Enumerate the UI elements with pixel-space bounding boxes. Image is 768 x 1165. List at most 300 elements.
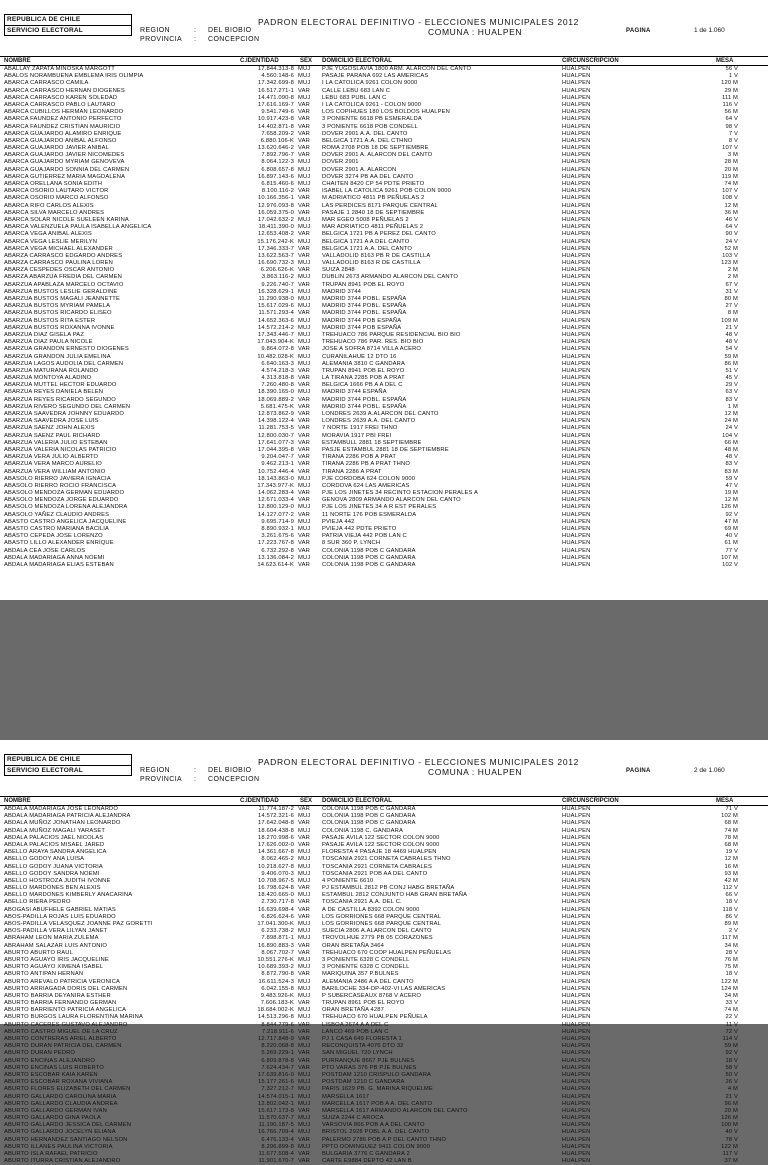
voter-mesa: 21 V — [725, 1093, 738, 1100]
voter-id: 16.639.698-4 — [258, 906, 294, 913]
page-header — [0, 14, 768, 66]
voter-mesa: 12 M — [724, 202, 738, 209]
table-row — [0, 828, 768, 835]
voter-mesa: 100 M — [721, 1122, 738, 1129]
table-row — [0, 253, 768, 260]
table-row — [0, 375, 768, 382]
voter-name: ABOS-PADILLA VERA LILYAN JANET — [4, 928, 108, 935]
voter-name: ABARCA OSORIO MARCO ALFONSO — [4, 195, 109, 202]
voter-name: ABARZA CARRASCO PAULINA LOREN — [4, 260, 113, 267]
voter-mesa: 83 M — [724, 468, 738, 475]
voter-sex: VAR — [298, 130, 310, 137]
table-row — [0, 1022, 768, 1029]
voter-sex: VAR — [298, 152, 310, 159]
table-row — [0, 195, 768, 202]
voter-mesa: 29 V — [725, 382, 738, 389]
voter-sex: MUJ — [298, 1079, 311, 1086]
voter-name: ABASTO CASTRO MARIANA BACILIA — [4, 526, 110, 532]
voter-sex: VAR — [298, 497, 310, 504]
table-row — [0, 66, 768, 73]
voter-circunscripcion: HUALPEN — [562, 231, 591, 238]
voter-address: LOS GORRIONES 668 PARQUE CENTRAL — [322, 921, 442, 927]
voter-circunscripcion: HUALPEN — [562, 224, 591, 231]
voter-name: ABURTO GALLARDO GINA PAOLA — [4, 1115, 102, 1122]
voter-sex: VAR — [298, 1064, 310, 1071]
voter-sex: VAR — [298, 1057, 310, 1064]
voter-address: RECONQUISTA 4076 DTO 32 — [322, 1043, 404, 1050]
voter-address: VALLADOLID 8163 R DE CASTILLA — [322, 260, 421, 267]
voter-mesa: 34 M — [724, 992, 738, 999]
voter-circunscripcion: HUALPEN — [562, 1050, 591, 1057]
voter-sex: MUJ — [298, 360, 311, 367]
voter-mesa: 12 M — [724, 856, 738, 863]
voter-id: 12.873.862-9 — [258, 411, 294, 417]
voter-sex: MUJ — [298, 389, 311, 396]
region-value: DEL BIOBIO — [208, 27, 252, 34]
organization-box — [4, 14, 132, 36]
voter-address: MARSELLA 1617 ARMANDO ALARCON DEL CANTO — [322, 1107, 468, 1114]
voter-sex: MUJ — [298, 66, 311, 72]
voter-mesa: 63 V — [725, 389, 738, 396]
voter-mesa: 117 V — [722, 1151, 738, 1157]
table-row — [0, 1137, 768, 1144]
voter-address: POSTDAM 1210 CRISPULO GANDARA — [322, 1071, 432, 1078]
voter-id: 10.218.627-8 — [258, 863, 294, 870]
voter-name: ABASTO CEPEDA JOSE LORENZO — [4, 533, 103, 540]
voter-address: DUBLIN 2673 ARMANDO ALARCON DEL CANTO — [322, 274, 459, 281]
voter-sex: MUJ — [298, 94, 311, 101]
voter-name: ABASOLO MENDOZA GERMAN EDUARDO — [4, 490, 125, 497]
voter-id: 8.296.899-8 — [261, 1143, 294, 1150]
voter-circunscripcion: HUALPEN — [562, 971, 591, 978]
voter-sex: MUJ — [298, 877, 311, 884]
voter-sex: VAR — [298, 439, 310, 446]
voter-id: 12.653.408-2 — [258, 231, 294, 238]
voter-name: ABASOLO MENDOZA JORGE EDUARDO — [4, 497, 119, 504]
voter-sex: VAR — [298, 1021, 310, 1028]
voter-name: ABARCA CARRASCO HERNAN DIOGENES — [4, 87, 125, 94]
voter-address: LONDRES 2639 A.ALARCON DEL CANTO — [322, 411, 439, 417]
voter-mesa: 80 M — [724, 296, 738, 302]
voter-name: ABARCA OSORIO LAUTARO VICTOR — [4, 188, 109, 195]
voter-name: ABURTO ENCINAS LUIS ROBERTO — [4, 1064, 104, 1071]
voter-address: TREHUACO 786 PARQUE RESIDENCIAL BIO BIO — [322, 331, 461, 338]
voter-circunscripcion: HUALPEN — [562, 303, 591, 310]
voter-sex: MUJ — [298, 216, 311, 223]
voter-address: TROVOLHUE 2779 PB 05 CORAZONES — [322, 935, 433, 942]
voter-circunscripcion: HUALPEN — [562, 446, 591, 453]
voter-mesa: 74 M — [724, 1007, 738, 1014]
voter-mesa: 46 V — [725, 216, 738, 223]
table-row — [0, 476, 768, 483]
voter-mesa: 18 V — [725, 1057, 738, 1064]
voter-id: 3.863.116-2 — [261, 274, 294, 281]
voter-circunscripcion: HUALPEN — [562, 899, 591, 906]
voter-address: MARCELLA 1617 POB A A. DEL CANTO — [322, 1100, 433, 1107]
voter-address: COLONIA 1198 POB C GANDARA — [322, 547, 416, 554]
voter-mesa: 89 M — [724, 921, 738, 927]
voter-name: ABURTO BARRIA FERNANDO GERMAN — [4, 1000, 117, 1007]
voter-circunscripcion: HUALPEN — [562, 375, 591, 382]
voter-address: MADRID 3744 — [322, 288, 362, 295]
voter-sex: VAR — [298, 899, 310, 906]
voter-mesa: 12 M — [724, 411, 738, 417]
voter-circunscripcion: HUALPEN — [562, 1000, 591, 1007]
table-row — [0, 389, 768, 396]
voter-address: PVIEJA 442 — [322, 518, 355, 525]
voter-id: 16.611.524-3 — [258, 978, 294, 985]
voter-id: 6.815.460-6 — [261, 181, 294, 187]
voter-circunscripcion: HUALPEN — [562, 209, 591, 216]
voter-name: ABARZUA VERA WILLIAM ANTONIO — [4, 468, 106, 475]
voter-circunscripcion: HUALPEN — [562, 1158, 591, 1165]
voter-circunscripcion: HUALPEN — [562, 260, 591, 267]
table-row — [0, 957, 768, 964]
voter-circunscripcion: HUALPEN — [562, 367, 591, 374]
voter-sex: VAR — [298, 834, 310, 841]
table-row — [0, 878, 768, 885]
voter-circunscripcion: HUALPEN — [562, 238, 591, 245]
voter-circunscripcion: HUALPEN — [562, 331, 591, 338]
voter-sex: MUJ — [298, 238, 311, 245]
voter-address: CHAITEN 8420 CP 54 PDTE PRIETO — [322, 181, 425, 187]
voter-mesa: 122 M — [721, 1143, 738, 1150]
voter-circunscripcion: HUALPEN — [562, 806, 591, 812]
voter-name: ABARZUA SAENZ PAUL RICHARD — [4, 432, 101, 439]
voter-circunscripcion: HUALPEN — [562, 216, 591, 223]
voter-circunscripcion: HUALPEN — [562, 245, 591, 252]
voter-mesa: 50 V — [725, 1071, 738, 1078]
voter-mesa: 66 V — [725, 892, 738, 899]
voter-sex: VAR — [298, 123, 310, 130]
voter-sex: MUJ — [298, 1007, 311, 1014]
voter-sex: VAR — [298, 432, 310, 439]
voter-sex: VAR — [298, 403, 310, 410]
voter-mesa: 119 M — [721, 173, 738, 180]
table-row — [0, 267, 768, 274]
voter-name: ABURTO ENCINAS ALEJANDRO — [4, 1057, 96, 1064]
voter-circunscripcion: HUALPEN — [562, 849, 591, 856]
voter-circunscripcion: HUALPEN — [562, 870, 591, 877]
voter-circunscripcion: HUALPEN — [562, 66, 591, 72]
voter-address: TRUPAN 8961 POB EL ROYO — [322, 1000, 405, 1007]
voter-circunscripcion: HUALPEN — [562, 526, 591, 532]
voter-sex: VAR — [298, 209, 310, 216]
provincia-label: PROVINCIA — [140, 36, 183, 43]
voter-address: TOSCANIA 2921 A.A. DEL C. — [322, 899, 402, 906]
voter-mesa: 86 V — [725, 913, 738, 920]
country-label: REPUBLICA DE CHILE — [7, 756, 81, 763]
table-row — [0, 1050, 768, 1057]
voter-mesa: 19 V — [725, 849, 738, 856]
voter-address: MADRID 3744 POB ESPAÑA — [322, 317, 402, 324]
voter-address: TOSCANIA 2921 CORNETA CABRALES — [322, 863, 432, 870]
organization-box — [4, 754, 132, 776]
voter-address: MADRID 3744 POBL. ESPAÑA — [322, 396, 407, 403]
table-row — [0, 806, 768, 813]
voter-sex: MUJ — [298, 849, 311, 856]
voter-name: ABURTO GALLARDO CLAUDIA ANDREA — [4, 1100, 118, 1107]
voter-mesa: 42 M — [724, 877, 738, 884]
voter-mesa: 107 V — [722, 188, 738, 195]
voter-sex: VAR — [298, 446, 310, 453]
voter-sex: MUJ — [298, 475, 311, 482]
voter-name: ABARCA VEGA ANIBAL ALEXIS — [4, 231, 92, 238]
agency-label: SERVICIO ELECTORAL — [5, 25, 131, 35]
voter-circunscripcion: HUALPEN — [562, 418, 591, 425]
voter-mesa: 74 M — [724, 181, 738, 187]
voter-sex: VAR — [298, 1158, 310, 1165]
voter-circunscripcion: HUALPEN — [562, 152, 591, 159]
voter-name: ABURTO AREVALO PATRICIA VERONICA — [4, 978, 121, 985]
voter-id: 15.176.242-K — [257, 238, 294, 245]
voter-circunscripcion: HUALPEN — [562, 439, 591, 446]
page-number: 1 de 1.060 — [694, 27, 725, 34]
voter-mesa: 34 M — [724, 942, 738, 949]
voter-name: ABARZUA GRANDON JULIA EMELINA — [4, 353, 111, 360]
table-row — [0, 231, 768, 238]
voter-mesa: 48 V — [725, 454, 738, 461]
provincia-line: PROVINCIA : CONCEPCION — [140, 36, 260, 43]
voter-mesa: 36 M — [724, 209, 738, 216]
voter-name: ABDALA CEA JOSE CARLOS — [4, 547, 86, 554]
voter-id: 8.844.779-6 — [261, 1021, 294, 1028]
voter-name: ABARCA GUTIERREZ MARIA MAGDALENA — [4, 173, 126, 180]
column-header-mesa: MESA — [716, 798, 734, 804]
voter-sex: VAR — [298, 547, 310, 554]
voter-address: PALERMO 2786 POB A P DEL CANTO THNO — [322, 1136, 447, 1143]
voter-circunscripcion: HUALPEN — [562, 906, 591, 913]
voter-address: TOSCANIA 2921 CORNETA CABRALES THNO — [322, 856, 451, 863]
voter-circunscripcion: HUALPEN — [562, 353, 591, 360]
voter-name: ABURTO ITURRA CRISTIAN ALEJANDRO — [4, 1158, 121, 1165]
table-row — [0, 964, 768, 971]
voter-mesa: 2 V — [728, 928, 738, 935]
voter-address: TIRANA 2286 A PRAT — [322, 468, 382, 475]
column-header-cidentidad: C.IDENTIDAD — [240, 58, 279, 64]
voter-address: LONDRES 2639 A.A. DEL CANTO — [322, 418, 416, 425]
table-row — [0, 1144, 768, 1151]
voter-sex: MUJ — [298, 1115, 311, 1122]
voter-name: ABARZA CESPEDES OSCAR ANTONIO — [4, 267, 115, 274]
voter-mesa: 76 M — [724, 956, 738, 963]
voter-name: ABURTO HERNANDEZ SANTIAGO NELSON — [4, 1136, 128, 1143]
voter-name: ABARZUA BUSTOS MAGALI JEANNETTE — [4, 296, 120, 302]
voter-mesa: 64 V — [725, 224, 738, 231]
region-line: REGION : DEL BIOBIO — [140, 767, 252, 774]
table-row — [0, 497, 768, 504]
voter-circunscripcion: HUALPEN — [562, 101, 591, 108]
voter-id: 14.623.614-K — [257, 561, 294, 568]
voter-circunscripcion: HUALPEN — [562, 490, 591, 497]
voter-address: ESTAMBULL 2881 18 SEPTIEMBRE — [322, 439, 422, 446]
region-value: DEL BIOBIO — [208, 767, 252, 774]
voter-circunscripcion: HUALPEN — [562, 130, 591, 137]
voter-circunscripcion: HUALPEN — [562, 935, 591, 942]
voter-mesa: 28 M — [724, 159, 738, 166]
table-row — [0, 1079, 768, 1086]
voter-sex: VAR — [298, 367, 310, 374]
voter-name: ABARCA CARRASCO PABLO LAUTARO — [4, 101, 116, 108]
voter-circunscripcion: HUALPEN — [562, 461, 591, 468]
voter-circunscripcion: HUALPEN — [562, 1115, 591, 1122]
voter-address: PASAJE 1 2840 18 DE SEPTIEMBRE — [322, 209, 425, 216]
voter-mesa: 111 M — [721, 94, 738, 101]
voter-address: COLONIA 1198 POB C GANDARA — [322, 561, 416, 568]
table-row — [0, 131, 768, 138]
voter-id: 15.617.029-6 — [258, 303, 294, 310]
voter-name: ABARCA VEGA LESLIE MERILYN — [4, 238, 98, 245]
voter-name: ABARCA FAUNDEZ ANTONIO PERFECTO — [4, 116, 122, 123]
voter-address: MORAVIA 1917 PBI FREI — [322, 432, 392, 439]
voter-address: PARIS 1629 PB. G. MARINA RIQUELME — [322, 1086, 433, 1093]
voter-mesa: 2 M — [727, 274, 738, 281]
voter-name: ABELLO RIERA PEDRO — [4, 899, 71, 906]
voter-name: ABARZUA BUSTOS LESLIE GERALDINE — [4, 288, 118, 295]
voter-address: TIRANA 2286 POB A PRAT — [322, 454, 397, 461]
table-row — [0, 526, 768, 533]
voter-mesa: 54 V — [725, 346, 738, 353]
voter-mesa: 126 M — [721, 504, 738, 511]
voter-id: 17.844.313-8 — [258, 66, 294, 72]
voter-name: ABELLO ARAYA SANDRA ANGELICA — [4, 849, 107, 856]
voter-sex: MUJ — [298, 526, 311, 532]
voter-sex: MUJ — [298, 224, 311, 231]
voter-name: ABARZUA SAENZ JOHN ALEXIS — [4, 425, 95, 432]
table-row — [0, 899, 768, 906]
voter-circunscripcion: HUALPEN — [562, 504, 591, 511]
voter-id: 18.604.438-8 — [258, 827, 294, 834]
voter-mesa: 29 M — [724, 87, 738, 94]
voter-address: 3 PONIENTE 6328 C CONDELL — [322, 956, 410, 963]
table-row — [0, 950, 768, 957]
voter-circunscripcion: HUALPEN — [562, 1057, 591, 1064]
voter-mesa: 107 M — [721, 554, 738, 561]
voter-circunscripcion: HUALPEN — [562, 956, 591, 963]
voter-name: ABURTO ILLANES PAULINA VICTORIA — [4, 1143, 113, 1150]
voter-sex: MUJ — [298, 1122, 311, 1129]
voter-address: CURANILAHUE 12 DTO 16 — [322, 353, 397, 360]
voter-id: 8.064.122-3 — [261, 159, 294, 166]
voter-name: ABURTO GALLARDO GERMAN IVAN — [4, 1107, 107, 1114]
voter-circunscripcion: HUALPEN — [562, 1021, 591, 1028]
voter-id: 17.626.002-0 — [258, 841, 294, 848]
voter-name: ABURTO ISLA RAFAEL PATRICIO — [4, 1151, 98, 1157]
voter-mesa: 77 V — [725, 547, 738, 554]
voter-name: ABDALA MADARIAGA ANNA NOEMI — [4, 554, 105, 561]
voter-sex: VAR — [298, 418, 310, 425]
voter-id: 16.328.629-1 — [258, 288, 294, 295]
table-row — [0, 562, 768, 569]
voter-name: ABARZUA DIAZ PAULA NICOLE — [4, 339, 93, 346]
table-row — [0, 152, 768, 159]
voter-circunscripcion: HUALPEN — [562, 813, 591, 820]
voter-id: 17.043.904-K — [257, 339, 294, 346]
voter-address: ESTAMBUL 2812 CONJUNTO HAB GRAN BRETAÑA — [322, 892, 468, 899]
voter-circunscripcion: HUALPEN — [562, 892, 591, 899]
voter-circunscripcion: HUALPEN — [562, 296, 591, 302]
voter-sex: MUJ — [298, 173, 311, 180]
provincia-label: PROVINCIA — [140, 776, 183, 783]
voter-name: ABURTO FLORES ELIZABETH DEL CARMEN — [4, 1086, 131, 1093]
voter-name: ABARZUA DIAZ GISELA PAZ — [4, 331, 85, 338]
voter-mesa: 12 M — [724, 497, 738, 504]
voter-address: DOVER 2901 A. ALARCON DEL CANTO — [322, 152, 433, 159]
voter-address: BARILOCHE 334-DP-402-VI LAS AMERICAS — [322, 985, 446, 992]
region-label: REGION — [140, 27, 171, 34]
voter-sex: MUJ — [298, 80, 311, 87]
voter-address: 3 PONIENTE 6618 PB ESMERALDA — [322, 116, 422, 123]
voter-circunscripcion: HUALPEN — [562, 533, 591, 540]
voter-sex: VAR — [298, 116, 310, 123]
voter-name: ABARCA GUAJARDO JAVIER ANIBAL — [4, 145, 110, 152]
voter-sex: VAR — [298, 382, 310, 389]
voter-id: 17.642.048-8 — [258, 820, 294, 827]
table-row — [0, 124, 768, 131]
voter-table — [0, 66, 768, 569]
voter-name: ABURTO BURGOS LAURA FLORENTINA MARINA — [4, 1014, 144, 1021]
voter-id: 4.313.818-8 — [261, 375, 294, 382]
table-row — [0, 504, 768, 511]
voter-circunscripcion: HUALPEN — [562, 1043, 591, 1050]
voter-address: ORAN BRETAÑA 4287 — [322, 1007, 385, 1014]
voter-id: 16.517.271-1 — [258, 87, 294, 94]
voter-sex: MUJ — [298, 260, 311, 267]
voter-mesa: 56 M — [724, 109, 738, 116]
table-row — [0, 1094, 768, 1101]
voter-circunscripcion: HUALPEN — [562, 877, 591, 884]
voter-id: 14.127.077-2 — [258, 511, 294, 518]
voter-sex: MUJ — [298, 274, 311, 281]
voter-circunscripcion: HUALPEN — [562, 511, 591, 518]
voter-sex: MUJ — [298, 1086, 311, 1093]
table-row — [0, 1029, 768, 1036]
voter-mesa: 22 V — [725, 1014, 738, 1021]
voter-sex: VAR — [298, 820, 310, 827]
voter-id: 9.204.047-7 — [261, 454, 294, 461]
voter-mesa: 108 V — [722, 195, 738, 202]
voter-id: 11.774.187-2 — [258, 806, 294, 812]
voter-address: ALEMANIA 2486 A A DEL CANTO — [322, 978, 414, 985]
voter-sex: VAR — [298, 231, 310, 238]
region-line: REGION : DEL BIOBIO — [140, 27, 252, 34]
voter-id: 6.640.163-3 — [261, 360, 294, 367]
country-label: REPUBLICA DE CHILE — [7, 16, 81, 23]
voter-sex: MUJ — [298, 296, 311, 302]
voter-id: 8.872.790-8 — [261, 971, 294, 978]
voter-id: 13.620.646-2 — [258, 145, 294, 152]
voter-id: 10.708.967-5 — [258, 877, 294, 884]
table-row — [0, 935, 768, 942]
voter-circunscripcion: HUALPEN — [562, 346, 591, 353]
voter-name: ABDALA PALACIOS MISAEL JARED — [4, 841, 105, 848]
voter-sex: MUJ — [298, 303, 311, 310]
table-row — [0, 447, 768, 454]
voter-address: BELGICA 1666 PB A A DEL C — [322, 382, 403, 389]
voter-mesa: 122 M — [721, 978, 738, 985]
table-row — [0, 914, 768, 921]
voter-id: 14.361.667-8 — [258, 849, 294, 856]
voter-id: 7.218.911-6 — [261, 1028, 294, 1035]
voter-mesa: 48 M — [724, 446, 738, 453]
voter-id: 16.059.375-0 — [258, 209, 294, 216]
voter-circunscripcion: HUALPEN — [562, 411, 591, 417]
voter-mesa: 24 V — [725, 238, 738, 245]
voter-mesa: 47 V — [725, 482, 738, 489]
voter-address: PJE LOS JINETES 34 A R EST PERALES — [322, 504, 437, 511]
voter-mesa: 3 M — [727, 152, 738, 159]
table-row — [0, 461, 768, 468]
